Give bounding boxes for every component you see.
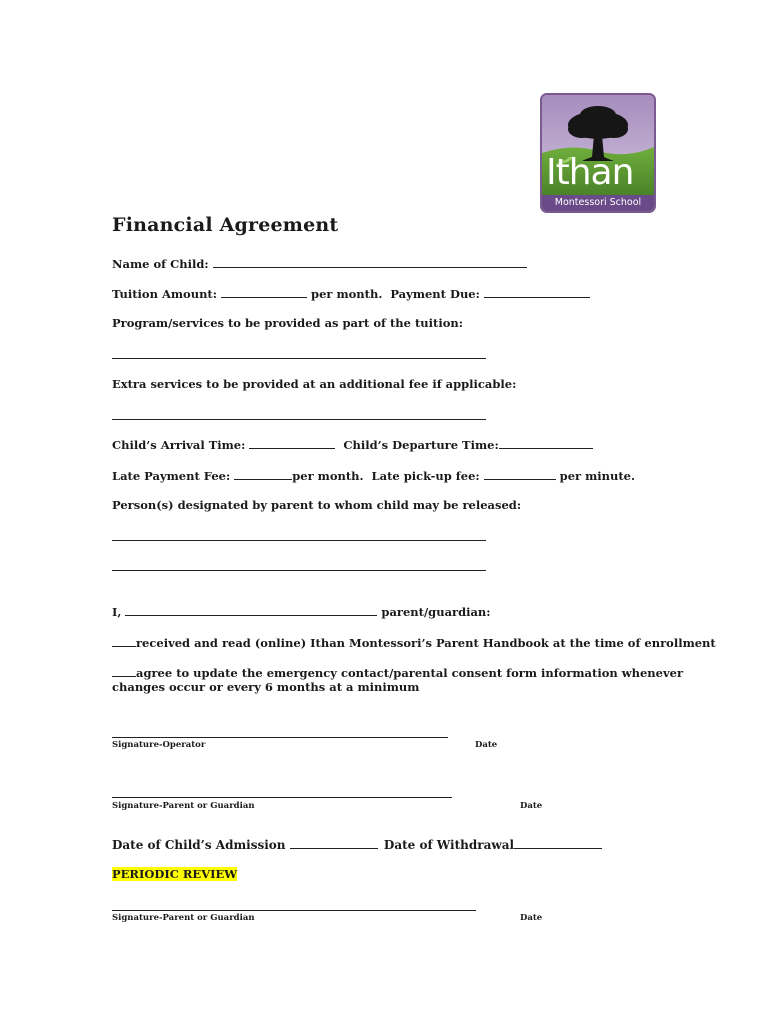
tuition-amount-label: Tuition Amount: bbox=[112, 287, 217, 301]
parent-name-field[interactable] bbox=[125, 604, 377, 616]
periodic-review-label: PERIODIC REVIEW bbox=[112, 867, 238, 881]
payment-due-label: Payment Due: bbox=[390, 287, 480, 301]
signature-operator-label: Signature-Operator bbox=[112, 740, 206, 750]
late-payment-fee-label: Late Payment Fee: bbox=[112, 469, 231, 483]
late-pickup-fee-field[interactable] bbox=[484, 468, 556, 480]
tuition-amount-field[interactable] bbox=[221, 286, 307, 298]
signature-operator-date-label: Date bbox=[475, 740, 498, 750]
departure-time-label: Child’s Departure Time: bbox=[343, 438, 499, 452]
agree-update-initials-field[interactable] bbox=[112, 665, 136, 677]
date-of-admission-field[interactable] bbox=[290, 837, 378, 849]
page-title: Financial Agreement bbox=[112, 214, 339, 236]
received-read-row bbox=[112, 635, 716, 651]
name-of-child-row bbox=[112, 256, 527, 272]
departure-time-field[interactable] bbox=[499, 437, 593, 449]
signature-parent-1-field[interactable] bbox=[112, 797, 452, 798]
i-prefix-label: I, bbox=[112, 605, 122, 619]
arrival-time-label: Child’s Arrival Time: bbox=[112, 438, 246, 452]
late-pickup-fee-label: Late pick-up fee: bbox=[371, 469, 480, 483]
signature-parent-2-field[interactable] bbox=[112, 910, 476, 911]
persons-designated-label: Person(s) designated by parent to whom child may be released: bbox=[112, 498, 522, 512]
date-of-withdrawal-field[interactable] bbox=[514, 837, 602, 849]
received-read-label: received and read (online) Ithan Montessori’s Parent Handbook at the time of enrollment bbox=[136, 636, 716, 650]
name-of-child-field[interactable] bbox=[213, 256, 527, 268]
signature-parent-1-date-label: Date bbox=[520, 801, 543, 811]
agree-update-row bbox=[112, 665, 683, 681]
late-fee-row bbox=[112, 468, 635, 484]
late-payment-fee-field[interactable] bbox=[234, 468, 292, 480]
program-services-label: Program/services to be provided as part of the tuition: bbox=[112, 316, 463, 330]
per-minute-label: per minute. bbox=[559, 469, 635, 483]
signature-parent-2-label: Signature-Parent or Guardian bbox=[112, 913, 255, 923]
program-services-field[interactable] bbox=[112, 358, 486, 359]
school-logo bbox=[540, 93, 656, 213]
person-designated-field-1[interactable] bbox=[112, 540, 486, 541]
name-of-child-label: Name of Child: bbox=[112, 257, 209, 271]
arrival-time-field[interactable] bbox=[249, 437, 335, 449]
per-month-2-label: per month. bbox=[292, 469, 364, 483]
signature-parent-1-label: Signature-Parent or Guardian bbox=[112, 801, 255, 811]
extra-services-field[interactable] bbox=[112, 419, 486, 420]
parent-guardian-row bbox=[112, 604, 491, 620]
date-of-withdrawal-label: Date of Withdrawal bbox=[383, 838, 515, 852]
arrival-departure-row bbox=[112, 437, 593, 453]
extra-services-label: Extra services to be provided at an additional fee if applicable: bbox=[112, 377, 517, 391]
person-designated-field-2[interactable] bbox=[112, 570, 486, 571]
tuition-row bbox=[112, 286, 590, 302]
signature-operator-field[interactable] bbox=[112, 737, 448, 738]
admission-row bbox=[112, 837, 602, 853]
agree-update-label-1: agree to update the emergency contact/parental consent form information whenever bbox=[136, 666, 684, 680]
periodic-review-heading bbox=[112, 867, 237, 882]
logo-subtitle: Montessori School bbox=[542, 195, 654, 211]
agree-update-label-2: changes occur or every 6 months at a minimum bbox=[112, 680, 420, 694]
received-read-initials-field[interactable] bbox=[112, 635, 136, 647]
logo-name: Ithan bbox=[546, 152, 634, 193]
payment-due-field[interactable] bbox=[484, 286, 590, 298]
signature-parent-2-date-label: Date bbox=[520, 913, 543, 923]
parent-guardian-label: parent/guardian: bbox=[381, 605, 491, 619]
per-month-label: per month. bbox=[311, 287, 383, 301]
date-of-admission-label: Date of Child’s Admission bbox=[112, 838, 286, 852]
